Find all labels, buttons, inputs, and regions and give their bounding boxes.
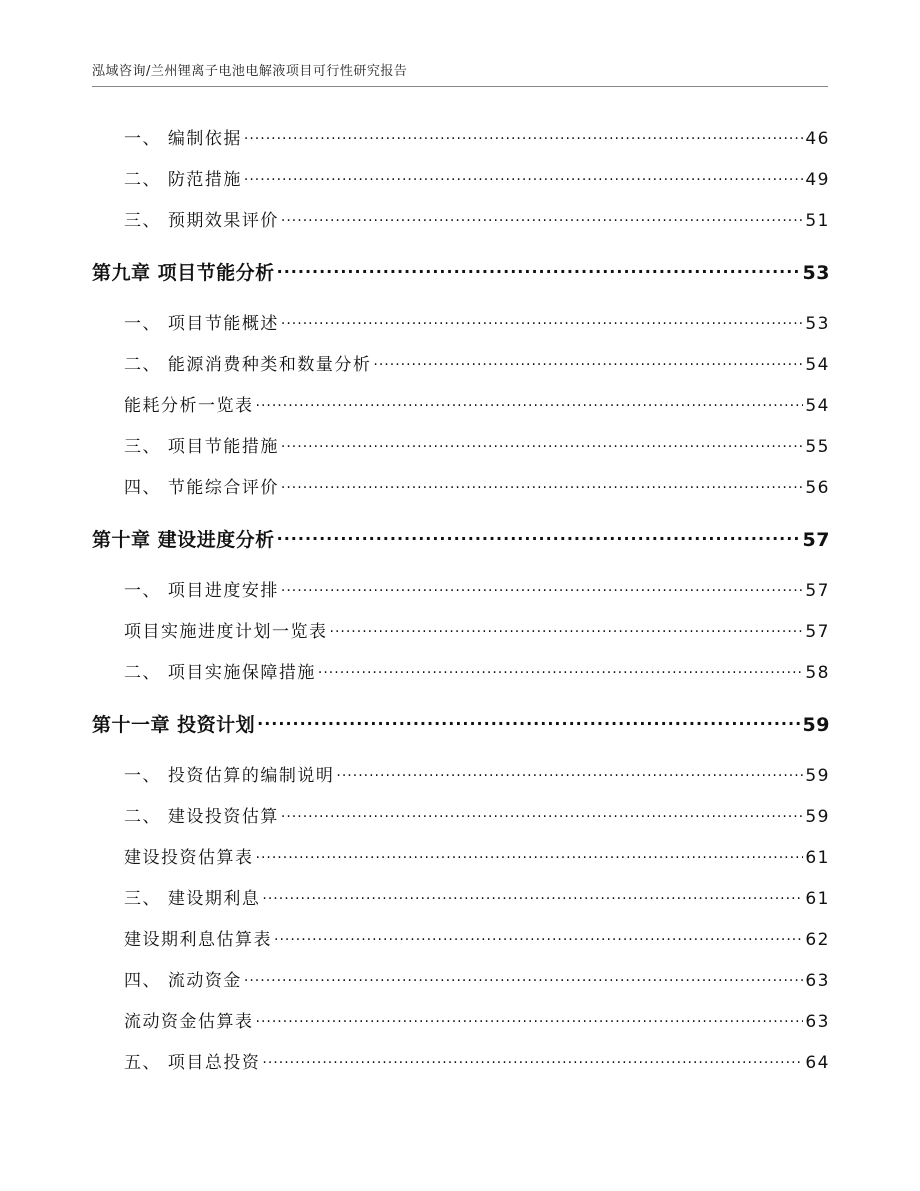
toc-entry-page: 64 — [805, 1053, 830, 1074]
toc-entry-page: 61 — [805, 848, 830, 869]
toc-chapter-entry[interactable] — [92, 522, 830, 552]
toc-entry-page: 59 — [802, 713, 830, 736]
toc-entry[interactable] — [92, 760, 830, 786]
toc-leader-dots — [256, 1006, 804, 1027]
toc-leader-dots — [277, 255, 801, 279]
toc-entry[interactable] — [92, 431, 830, 457]
toc-table-entry[interactable] — [92, 1006, 830, 1032]
toc-entry-label: 能耗分析一览表 — [124, 396, 254, 417]
toc-leader-dots — [257, 707, 800, 731]
toc-entry[interactable] — [92, 883, 830, 909]
toc-entry-page: 53 — [802, 261, 830, 284]
toc-entry-page: 46 — [805, 129, 830, 150]
toc-entry[interactable] — [92, 205, 830, 231]
toc-entry[interactable] — [92, 801, 830, 827]
toc-entry-page: 53 — [805, 314, 830, 335]
toc-entry-page: 56 — [805, 478, 830, 499]
toc-entry-page: 57 — [805, 581, 830, 602]
toc-entry-label: 建设投资估算表 — [124, 848, 254, 869]
toc-entry[interactable] — [92, 965, 830, 991]
toc-entry-label: 二、 防范措施 — [124, 170, 242, 191]
toc-table-entry[interactable] — [92, 390, 830, 416]
toc-entry-page: 61 — [805, 889, 830, 910]
toc-entry-label: 三、 项目节能措施 — [124, 437, 279, 458]
toc-table-entry[interactable] — [92, 924, 830, 950]
header-divider — [92, 86, 828, 87]
toc-entry-label: 四、 流动资金 — [124, 971, 242, 992]
toc-entry-page: 62 — [805, 930, 830, 951]
toc-entry-page: 57 — [805, 622, 830, 643]
toc-leader-dots — [281, 308, 803, 329]
toc-entry-label: 第十章 建设进度分析 — [92, 528, 275, 551]
toc-entry-page: 63 — [805, 1012, 830, 1033]
toc-leader-dots — [281, 801, 803, 822]
toc-entry[interactable] — [92, 472, 830, 498]
toc-leader-dots — [274, 924, 803, 945]
toc-table-entry[interactable] — [92, 616, 830, 642]
toc-leader-dots — [373, 349, 803, 370]
toc-entry[interactable] — [92, 164, 830, 190]
toc-leader-dots — [336, 760, 803, 781]
toc-table-entry[interactable] — [92, 842, 830, 868]
toc-entry-page: 58 — [805, 663, 830, 684]
toc-leader-dots — [256, 842, 804, 863]
toc-leader-dots — [256, 390, 804, 411]
toc-entry[interactable] — [92, 349, 830, 375]
toc-entry-label: 一、 投资估算的编制说明 — [124, 766, 335, 787]
toc-leader-dots — [244, 164, 803, 185]
toc-leader-dots — [281, 205, 803, 226]
toc-leader-dots — [281, 472, 803, 493]
page-header: 泓域咨询/兰州锂离子电池电解液项目可行性研究报告 — [92, 64, 408, 79]
toc-leader-dots — [281, 575, 803, 596]
toc-entry-label: 二、 能源消费种类和数量分析 — [124, 355, 372, 376]
toc-entry-label: 建设期利息估算表 — [124, 930, 272, 951]
toc-entry[interactable] — [92, 308, 830, 334]
toc-entry-page: 54 — [805, 396, 830, 417]
toc-entry-page: 59 — [805, 807, 830, 828]
toc-entry-label: 五、 项目总投资 — [124, 1053, 261, 1074]
toc-entry-label: 四、 节能综合评价 — [124, 478, 279, 499]
toc-leader-dots — [244, 123, 803, 144]
toc-entry[interactable] — [92, 1047, 830, 1073]
toc-entry-label: 第九章 项目节能分析 — [92, 261, 275, 284]
toc-entry-page: 54 — [805, 355, 830, 376]
toc-leader-dots — [318, 657, 803, 678]
toc-entry-page: 63 — [805, 971, 830, 992]
toc-leader-dots — [277, 522, 801, 546]
toc-entry-label: 一、 编制依据 — [124, 129, 242, 150]
toc-leader-dots — [262, 883, 803, 904]
toc-entry-label: 一、 项目节能概述 — [124, 314, 279, 335]
toc-entry-page: 57 — [802, 528, 830, 551]
toc-chapter-entry[interactable] — [92, 255, 830, 285]
toc-entry[interactable] — [92, 123, 830, 149]
toc-entry-page: 51 — [805, 211, 830, 232]
toc-entry[interactable] — [92, 657, 830, 683]
toc-entry-label: 流动资金估算表 — [124, 1012, 254, 1033]
toc-entry-page: 59 — [805, 766, 830, 787]
toc-leader-dots — [244, 965, 803, 986]
toc-entry-label: 项目实施进度计划一览表 — [124, 622, 328, 643]
toc-entry[interactable] — [92, 575, 830, 601]
toc-entry-page: 49 — [805, 170, 830, 191]
toc-entry-label: 二、 项目实施保障措施 — [124, 663, 316, 684]
toc-entry-label: 第十一章 投资计划 — [92, 713, 256, 736]
toc-leader-dots — [281, 431, 803, 452]
toc-leader-dots — [330, 616, 804, 637]
toc-entry-label: 三、 预期效果评价 — [124, 211, 279, 232]
toc-entry-label: 三、 建设期利息 — [124, 889, 261, 910]
toc-leader-dots — [262, 1047, 803, 1068]
toc-entry-label: 二、 建设投资估算 — [124, 807, 279, 828]
toc-entry-page: 55 — [805, 437, 830, 458]
toc-chapter-entry[interactable] — [92, 707, 830, 737]
toc-entry-label: 一、 项目进度安排 — [124, 581, 279, 602]
